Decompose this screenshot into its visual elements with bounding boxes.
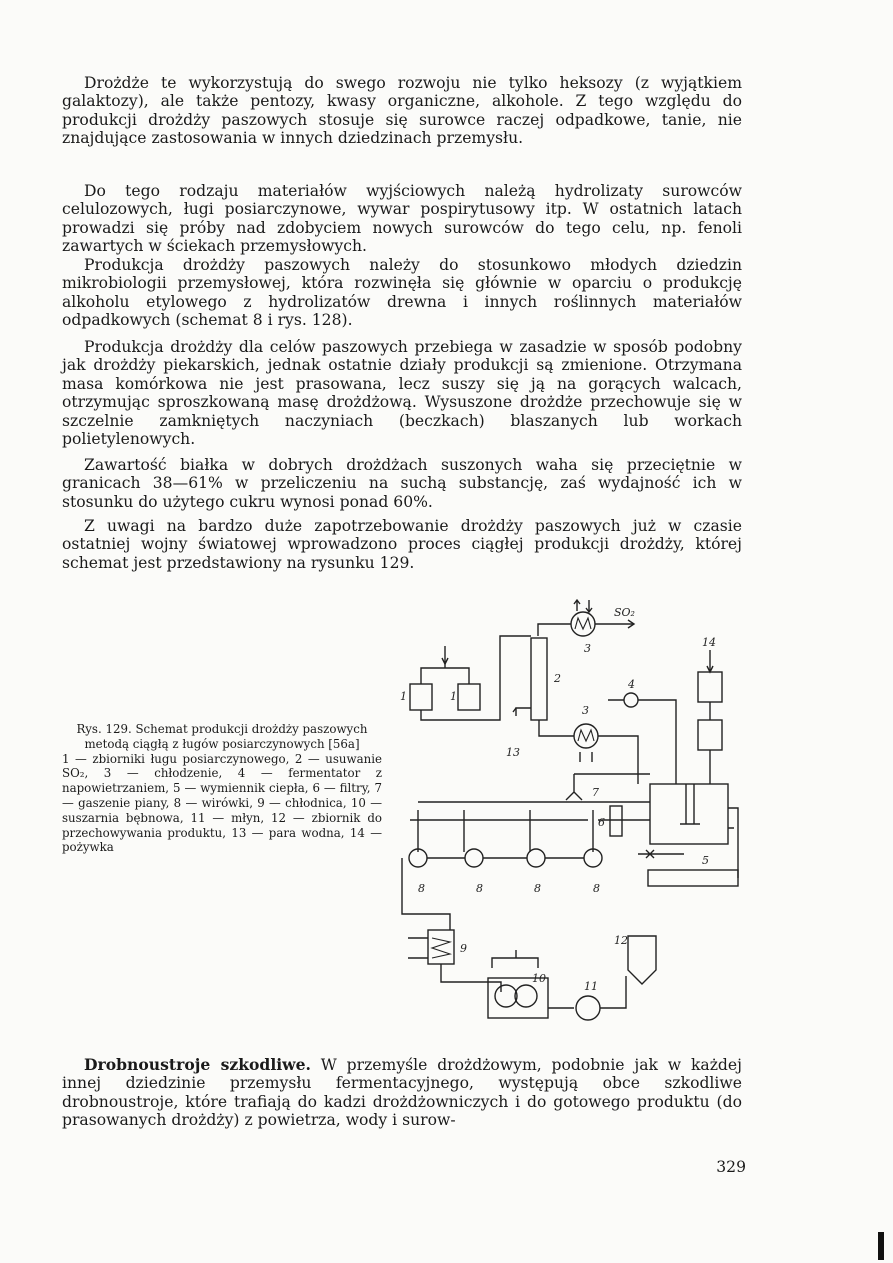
- label-3-top: 3: [584, 642, 591, 655]
- label-1-a: 1: [400, 690, 407, 703]
- mill-11: [576, 996, 600, 1020]
- section-heading: Drobnoustroje szkodliwe.: [84, 1055, 311, 1074]
- cooler-3-symbol: [578, 730, 594, 741]
- figure-caption-title: Rys. 129. Schemat produkcji drożdży paszowych metodą ciągłą z ługów posiarczynowych [56a]: [76, 722, 368, 751]
- pipe-column-to-cooler: [539, 720, 574, 736]
- paragraph-6: Z uwagi na bardzo duże zapotrzebowanie drożdży paszowych już w czasie ostatniej wojny światowej wprowadzono proces ciągłej produkcji drożdży, której schemat jest przedstawiony na rysunku 129.: [62, 517, 742, 572]
- condenser-so2-unit: [571, 612, 595, 636]
- cooler-9: [428, 930, 454, 964]
- paragraph-1: Drożdże te wykorzystują do swego rozwoju nie tylko heksozy (z wyjątkiem galaktozy), ale także pentozy, kwasy organiczne, alkohole. Z tego względu do produkcji drożdży paszowych stosuje się surowce raczej odpadkowe, tanie, nie znajdujące zastosowania w innych dziedzinach przemysłu.: [62, 74, 742, 148]
- process-scheme-diagram: [388, 596, 758, 1046]
- pipe-fermenter-out: [728, 808, 738, 878]
- label-3-lower: 3: [582, 704, 589, 717]
- centrifuge-3: [527, 849, 545, 867]
- figure-caption-legend: 1 — zbiorniki ługu posiarczynowego, 2 — usuwanie SO₂, 3 — chłodzenie, 4 — fermentator z napowietrzaniem, 5 — wymiennik ciepła, 6 — filtry, 7 — gaszenie piany, 8 — wirówki, 9 — chłodnica, 10 — suszarnia bębnowa, 11 — młyn, 12 — zbiornik do przechowywania produktu, 13 — para wodna, 14 — pożywka: [62, 751, 382, 855]
- section-text: W przemyśle drożdżowym, podobnie jak w każdej innej dziedzinie przemysłu fermentacyjnego, występują obce szkodliwe drobnoustroje, które trafiają do kadzi drożdżowniczych i do gotowego produktu (do prasowanych drożdży) z powietrza, wody i surow-: [62, 1056, 742, 1130]
- label-10: 10: [532, 972, 546, 985]
- pipe-column-to-condenser: [538, 624, 571, 636]
- nutrient-tank-lower: [698, 720, 722, 750]
- pipe-air: [608, 700, 676, 784]
- storage-bin-12: [628, 936, 656, 984]
- pipe-cooler-to-fermenter: [598, 736, 638, 784]
- label-7: 7: [592, 786, 599, 799]
- label-13: 13: [506, 746, 520, 759]
- condenser-so2-symbol: [575, 618, 591, 629]
- label-14: 14: [702, 636, 716, 649]
- pipe-mill-to-storage: [600, 976, 626, 1008]
- pipe-steam-in: [516, 708, 531, 716]
- dryer-hood: [492, 958, 538, 968]
- label-5: 5: [702, 854, 709, 867]
- nutrient-tank-upper: [698, 672, 722, 702]
- label-2: 2: [554, 672, 561, 685]
- label-8-a: 8: [418, 882, 425, 895]
- label-6: 6: [598, 816, 605, 829]
- sulfite-liquor-tank-2: [458, 684, 480, 710]
- heat-exchanger-valve: [638, 850, 684, 858]
- pipe-to-cooler-9: [402, 858, 450, 930]
- label-8-d: 8: [593, 882, 600, 895]
- pipe-centrifuge-feeds: [418, 810, 593, 852]
- label-9: 9: [460, 942, 467, 955]
- label-4: 4: [628, 678, 635, 691]
- air-blower-unit: [624, 693, 638, 707]
- label-12: 12: [614, 934, 628, 947]
- page-number: 329: [716, 1158, 746, 1176]
- heat-exchanger-5: [648, 870, 738, 886]
- fermenter-vessel: [650, 784, 728, 844]
- paragraph-4: Produkcja drożdży dla celów paszowych przebiega w zasadzie w sposób podobny jak drożdży piekarskich, jednak ostatnie działy produkcji są zmienione. Otrzymana masa komórkowa nie jest prasowana, lecz suszy się ją na gorących walcach, otrzymując sproszkowaną masę drożdżową. Wysuszone drożdże przechowuje się w szczelnie zamkniętych naczyniach (beczkach) blaszanych lub workach polietylenowych.: [62, 338, 742, 449]
- dryer-drum-b: [515, 985, 537, 1007]
- sulfite-liquor-tank-1: [410, 684, 432, 710]
- cooler-9-water: [408, 938, 428, 958]
- cooler-9-coil: [432, 938, 450, 958]
- label-1-b: 1: [450, 690, 457, 703]
- fermenter-aerator: [680, 784, 700, 824]
- centrifuge-2: [465, 849, 483, 867]
- label-11: 11: [584, 980, 598, 993]
- cooler-3-unit: [574, 724, 598, 748]
- paragraph-2: Do tego rodzaju materiałów wyjściowych należą hydrolizaty surowców celulozowych, ługi posiarczynowe, wywar pospirytusowy itp. W ostatnich latach prowadzi się próby nad zdobyciem nowych surowców do tego celu, np. fenoli zawartych w ściekach przemysłowych.: [62, 182, 742, 256]
- condenser-water-arrows: [574, 600, 592, 612]
- pipe-tanks-to-column: [500, 636, 531, 650]
- cooler-water-lines: [580, 752, 592, 762]
- filter-6: [610, 806, 622, 836]
- paragraph-5: Zawartość białka w dobrych drożdżach suszonych waha się przeciętnie w granicach 38—61% w przeliczeniu na suchą substancję, zaś wydajność ich w stosunku do użytego cukru wynosi ponad 60%.: [62, 456, 742, 511]
- paragraph-3: Produkcja drożdży paszowych należy do stosunkowo młodych dziedzin mikrobiologii przemysłowej, która rozwinęła się głównie w oparciu o produkcję alkoholu etylowego z hydrolizatów drewna i innych roślinnych materiałów odpadkowych (schemat 8 i rys. 128).: [62, 256, 742, 330]
- section-paragraph: [62, 1056, 742, 1130]
- label-8-b: 8: [476, 882, 483, 895]
- label-so2: SO₂: [614, 606, 635, 619]
- so2-removal-column: [531, 638, 547, 720]
- dryer-drum-a: [495, 985, 517, 1007]
- label-8-c: 8: [534, 882, 541, 895]
- figure-caption: [62, 722, 382, 855]
- scan-edge-mark: [878, 1232, 884, 1260]
